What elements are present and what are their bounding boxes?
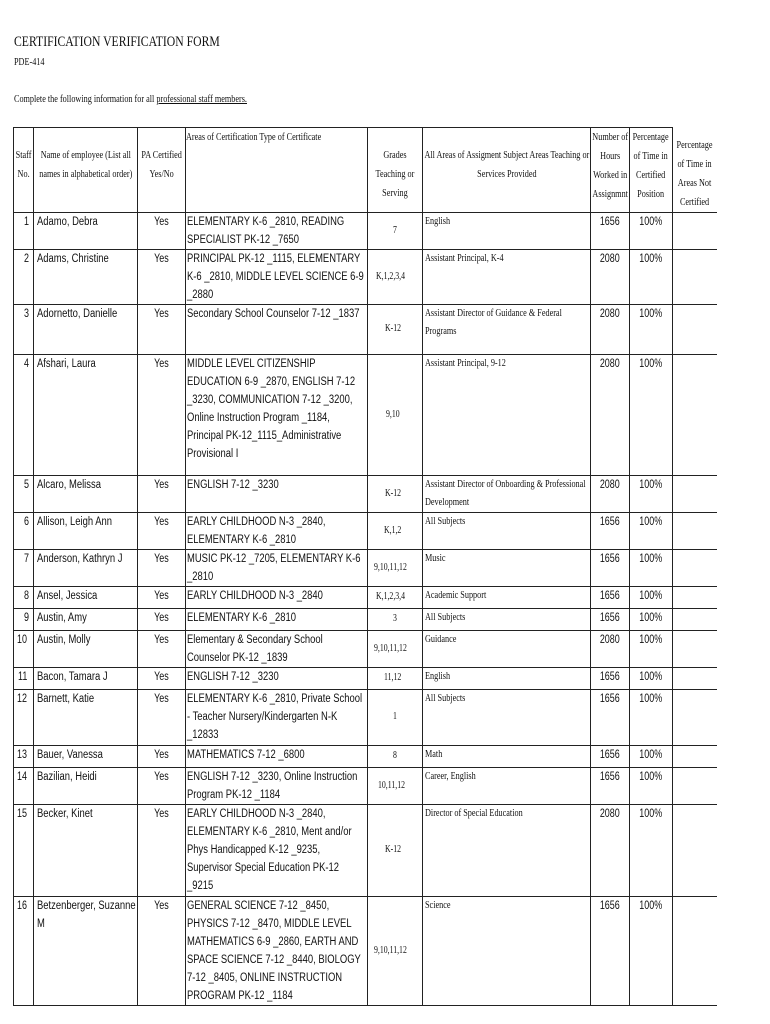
grades-cell: 9,10,11,12 <box>368 896 423 1005</box>
assignment-cell: English <box>423 212 591 249</box>
staff-no-cell: 6 <box>14 512 34 549</box>
header-pct-not-certified: Percentage of Time in Areas Not Certified <box>673 128 717 213</box>
grades-cell: K-12 <box>368 475 423 512</box>
assignment-cell: Math <box>423 745 591 767</box>
pct-certified-cell: 100% <box>630 354 673 475</box>
pct-certified-cell: 100% <box>630 667 673 689</box>
staff-no-cell: 2 <box>14 249 34 304</box>
hours-cell: 2080 <box>591 630 630 667</box>
pa-certified-cell: Yes <box>138 667 186 689</box>
grades-cell: K-12 <box>368 804 423 896</box>
grades-cell: K,1,2 <box>368 512 423 549</box>
assignment-cell: Academic Support <box>423 586 591 608</box>
pct-not-certified-cell <box>673 512 717 549</box>
employee-name-cell: Alcaro, Melissa <box>34 475 138 512</box>
staff-no-cell: 1 <box>14 212 34 249</box>
employee-name-cell: Adams, Christine <box>34 249 138 304</box>
pct-not-certified-cell <box>673 804 717 896</box>
assignment-cell: All Subjects <box>423 608 591 630</box>
certification-table <box>13 127 717 1006</box>
pct-certified-cell: 100% <box>630 630 673 667</box>
header-pa-certified: PA Certified Yes/No <box>138 128 186 213</box>
pct-not-certified-cell <box>673 689 717 745</box>
table-row <box>14 549 717 586</box>
certification-cell: EARLY CHILDHOOD N-3 _2840, ELEMENTARY K-6 _2810 <box>186 512 368 549</box>
assignment-cell: All Subjects <box>423 512 591 549</box>
pct-certified-cell: 100% <box>630 804 673 896</box>
header-staff-no: Staff No. <box>14 128 34 213</box>
staff-no-cell: 13 <box>14 745 34 767</box>
pct-not-certified-cell <box>673 630 717 667</box>
table-row <box>14 249 717 304</box>
staff-no-cell: 15 <box>14 804 34 896</box>
pct-certified-cell: 100% <box>630 212 673 249</box>
staff-no-cell: 7 <box>14 549 34 586</box>
staff-no-cell: 3 <box>14 304 34 354</box>
table-row <box>14 804 717 896</box>
grades-cell: 10,11,12 <box>368 767 423 804</box>
header-row <box>14 128 717 213</box>
pct-certified-cell: 100% <box>630 549 673 586</box>
pa-certified-cell: Yes <box>138 586 186 608</box>
grades-cell: K-12 <box>368 304 423 354</box>
staff-no-cell: 8 <box>14 586 34 608</box>
pct-not-certified-cell <box>673 549 717 586</box>
certification-cell: ELEMENTARY K-6 _2810, READING SPECIALIST PK-12 _7650 <box>186 212 368 249</box>
table-row <box>14 512 717 549</box>
staff-no-cell: 14 <box>14 767 34 804</box>
pct-not-certified-cell <box>673 249 717 304</box>
assignment-cell: Career, English <box>423 767 591 804</box>
hours-cell: 1656 <box>591 608 630 630</box>
pct-not-certified-cell <box>673 745 717 767</box>
pct-certified-cell: 100% <box>630 896 673 1005</box>
table-row <box>14 630 717 667</box>
hours-cell: 1656 <box>591 745 630 767</box>
certification-cell: MUSIC PK-12 _7205, ELEMENTARY K-6 _2810 <box>186 549 368 586</box>
certification-cell: ENGLISH 7-12 _3230 <box>186 667 368 689</box>
certification-cell: MATHEMATICS 7-12 _6800 <box>186 745 368 767</box>
pa-certified-cell: Yes <box>138 475 186 512</box>
hours-cell: 2080 <box>591 304 630 354</box>
table-row <box>14 212 717 249</box>
pct-not-certified-cell <box>673 354 717 475</box>
table-row <box>14 745 717 767</box>
employee-name-cell: Austin, Molly <box>34 630 138 667</box>
pa-certified-cell: Yes <box>138 767 186 804</box>
employee-name-cell: Bauer, Vanessa <box>34 745 138 767</box>
table-row <box>14 689 717 745</box>
pct-certified-cell: 100% <box>630 475 673 512</box>
employee-name-cell: Adamo, Debra <box>34 212 138 249</box>
employee-name-cell: Afshari, Laura <box>34 354 138 475</box>
assignment-cell: Assistant Director of Guidance & Federal Programs <box>423 304 591 354</box>
grades-cell: K,1,2,3,4 <box>368 249 423 304</box>
hours-cell: 1656 <box>591 212 630 249</box>
hours-cell: 2080 <box>591 475 630 512</box>
pct-not-certified-cell <box>673 304 717 354</box>
pa-certified-cell: Yes <box>138 608 186 630</box>
staff-no-cell: 5 <box>14 475 34 512</box>
pct-certified-cell: 100% <box>630 586 673 608</box>
table-row <box>14 767 717 804</box>
instructions: Complete the following information for all professional staff members. <box>14 94 247 105</box>
pa-certified-cell: Yes <box>138 249 186 304</box>
assignment-cell: Music <box>423 549 591 586</box>
pa-certified-cell: Yes <box>138 896 186 1005</box>
pa-certified-cell: Yes <box>138 804 186 896</box>
pct-not-certified-cell <box>673 212 717 249</box>
assignment-cell: Assistant Principal, K-4 <box>423 249 591 304</box>
table-row <box>14 608 717 630</box>
employee-name-cell: Bacon, Tamara J <box>34 667 138 689</box>
certification-cell: ENGLISH 7-12 _3230, Online Instruction Program PK-12 _1184 <box>186 767 368 804</box>
hours-cell: 1656 <box>591 767 630 804</box>
employee-name-cell: Austin, Amy <box>34 608 138 630</box>
employee-name-cell: Bazilian, Heidi <box>34 767 138 804</box>
pct-not-certified-cell <box>673 586 717 608</box>
staff-no-cell: 10 <box>14 630 34 667</box>
employee-name-cell: Adornetto, Danielle <box>34 304 138 354</box>
hours-cell: 2080 <box>591 354 630 475</box>
hours-cell: 1656 <box>591 896 630 1005</box>
instructions-link: professional staff members. <box>156 94 247 105</box>
header-hours: Number of Hours Worked in Assignmnt <box>591 128 630 213</box>
certification-cell: MIDDLE LEVEL CITIZENSHIP EDUCATION 6-9 _2870, ENGLISH 7-12 _3230, COMMUNICATION 7-12 _3200, Online Instruction Program _1184, Principal PK-12_1115_Administrative Provisional I <box>186 354 368 475</box>
pct-not-certified-cell <box>673 608 717 630</box>
form-code: PDE-414 <box>14 57 45 68</box>
pct-certified-cell: 100% <box>630 608 673 630</box>
pa-certified-cell: Yes <box>138 354 186 475</box>
certification-cell: Elementary & Secondary School Counselor PK-12 _1839 <box>186 630 368 667</box>
employee-name-cell: Betzenberger, Suzanne M <box>34 896 138 1005</box>
certification-cell: ENGLISH 7-12 _3230 <box>186 475 368 512</box>
grades-cell: K,1,2,3,4 <box>368 586 423 608</box>
grades-cell: 9,10,11,12 <box>368 549 423 586</box>
grades-cell: 7 <box>368 212 423 249</box>
assignment-cell: Science <box>423 896 591 1005</box>
grades-cell: 11,12 <box>368 667 423 689</box>
assignment-cell: Director of Special Education <box>423 804 591 896</box>
pct-not-certified-cell <box>673 667 717 689</box>
pct-not-certified-cell <box>673 896 717 1005</box>
certification-cell: PRINCIPAL PK-12 _1115, ELEMENTARY K-6 _2810, MIDDLE LEVEL SCIENCE 6-9 _2880 <box>186 249 368 304</box>
certification-cell: ELEMENTARY K-6 _2810 <box>186 608 368 630</box>
pct-certified-cell: 100% <box>630 249 673 304</box>
assignment-cell: Assistant Director of Onboarding & Professional Development <box>423 475 591 512</box>
certification-cell: ELEMENTARY K-6 _2810, Private School - Teacher Nursery/Kindergarten N-K _12833 <box>186 689 368 745</box>
employee-name-cell: Ansel, Jessica <box>34 586 138 608</box>
hours-cell: 1656 <box>591 667 630 689</box>
grades-cell: 8 <box>368 745 423 767</box>
table-row <box>14 586 717 608</box>
grades-cell: 3 <box>368 608 423 630</box>
employee-name-cell: Becker, Kinet <box>34 804 138 896</box>
table-row <box>14 896 717 1005</box>
pct-not-certified-cell <box>673 767 717 804</box>
certification-cell: EARLY CHILDHOOD N-3 _2840 <box>186 586 368 608</box>
staff-no-cell: 16 <box>14 896 34 1005</box>
employee-name-cell: Barnett, Katie <box>34 689 138 745</box>
certification-cell: Secondary School Counselor 7-12 _1837 <box>186 304 368 354</box>
hours-cell: 2080 <box>591 249 630 304</box>
header-name: Name of employee (List all names in alphabetical order) <box>34 128 138 213</box>
table-row <box>14 354 717 475</box>
grades-cell: 9,10,11,12 <box>368 630 423 667</box>
header-areas-certification: Areas of Certification Type of Certificate <box>186 128 368 213</box>
pa-certified-cell: Yes <box>138 549 186 586</box>
grades-cell: 9,10 <box>368 354 423 475</box>
hours-cell: 1656 <box>591 549 630 586</box>
staff-no-cell: 9 <box>14 608 34 630</box>
pa-certified-cell: Yes <box>138 212 186 249</box>
certification-cell: EARLY CHILDHOOD N-3 _2840, ELEMENTARY K-6 _2810, Ment and/or Phys Handicapped K-12 _9235, Supervisor Special Education PK-12 _9215 <box>186 804 368 896</box>
assignment-cell: Guidance <box>423 630 591 667</box>
grades-cell: 1 <box>368 689 423 745</box>
pa-certified-cell: Yes <box>138 745 186 767</box>
pct-certified-cell: 100% <box>630 689 673 745</box>
hours-cell: 2080 <box>591 804 630 896</box>
header-assignment: All Areas of Assigment Subject Areas Teaching or Services Provided <box>423 128 591 213</box>
certification-cell: GENERAL SCIENCE 7-12 _8450, PHYSICS 7-12 _8470, MIDDLE LEVEL MATHEMATICS 6-9 _2860, EARTH AND SPACE SCIENCE 7-12 _8440, BIOLOGY 7-12 _8405, ONLINE INSTRUCTION PROGRAM PK-12 _1184 <box>186 896 368 1005</box>
staff-no-cell: 4 <box>14 354 34 475</box>
header-pct-certified: Percentage of Time in Certified Position <box>630 128 673 213</box>
employee-name-cell: Allison, Leigh Ann <box>34 512 138 549</box>
pa-certified-cell: Yes <box>138 512 186 549</box>
pct-certified-cell: 100% <box>630 745 673 767</box>
assignment-cell: Assistant Principal, 9-12 <box>423 354 591 475</box>
pa-certified-cell: Yes <box>138 630 186 667</box>
employee-name-cell: Anderson, Kathryn J <box>34 549 138 586</box>
table-row <box>14 667 717 689</box>
hours-cell: 1656 <box>591 512 630 549</box>
hours-cell: 1656 <box>591 689 630 745</box>
assignment-cell: English <box>423 667 591 689</box>
hours-cell: 1656 <box>591 586 630 608</box>
form-title: CERTIFICATION VERIFICATION FORM <box>14 34 220 50</box>
pct-certified-cell: 100% <box>630 767 673 804</box>
assignment-cell: All Subjects <box>423 689 591 745</box>
table-row <box>14 304 717 354</box>
header-grades: Grades Teaching or Serving <box>368 128 423 213</box>
staff-no-cell: 11 <box>14 667 34 689</box>
pct-not-certified-cell <box>673 475 717 512</box>
staff-no-cell: 12 <box>14 689 34 745</box>
pct-certified-cell: 100% <box>630 512 673 549</box>
pa-certified-cell: Yes <box>138 304 186 354</box>
pa-certified-cell: Yes <box>138 689 186 745</box>
table-row <box>14 475 717 512</box>
pct-certified-cell: 100% <box>630 304 673 354</box>
